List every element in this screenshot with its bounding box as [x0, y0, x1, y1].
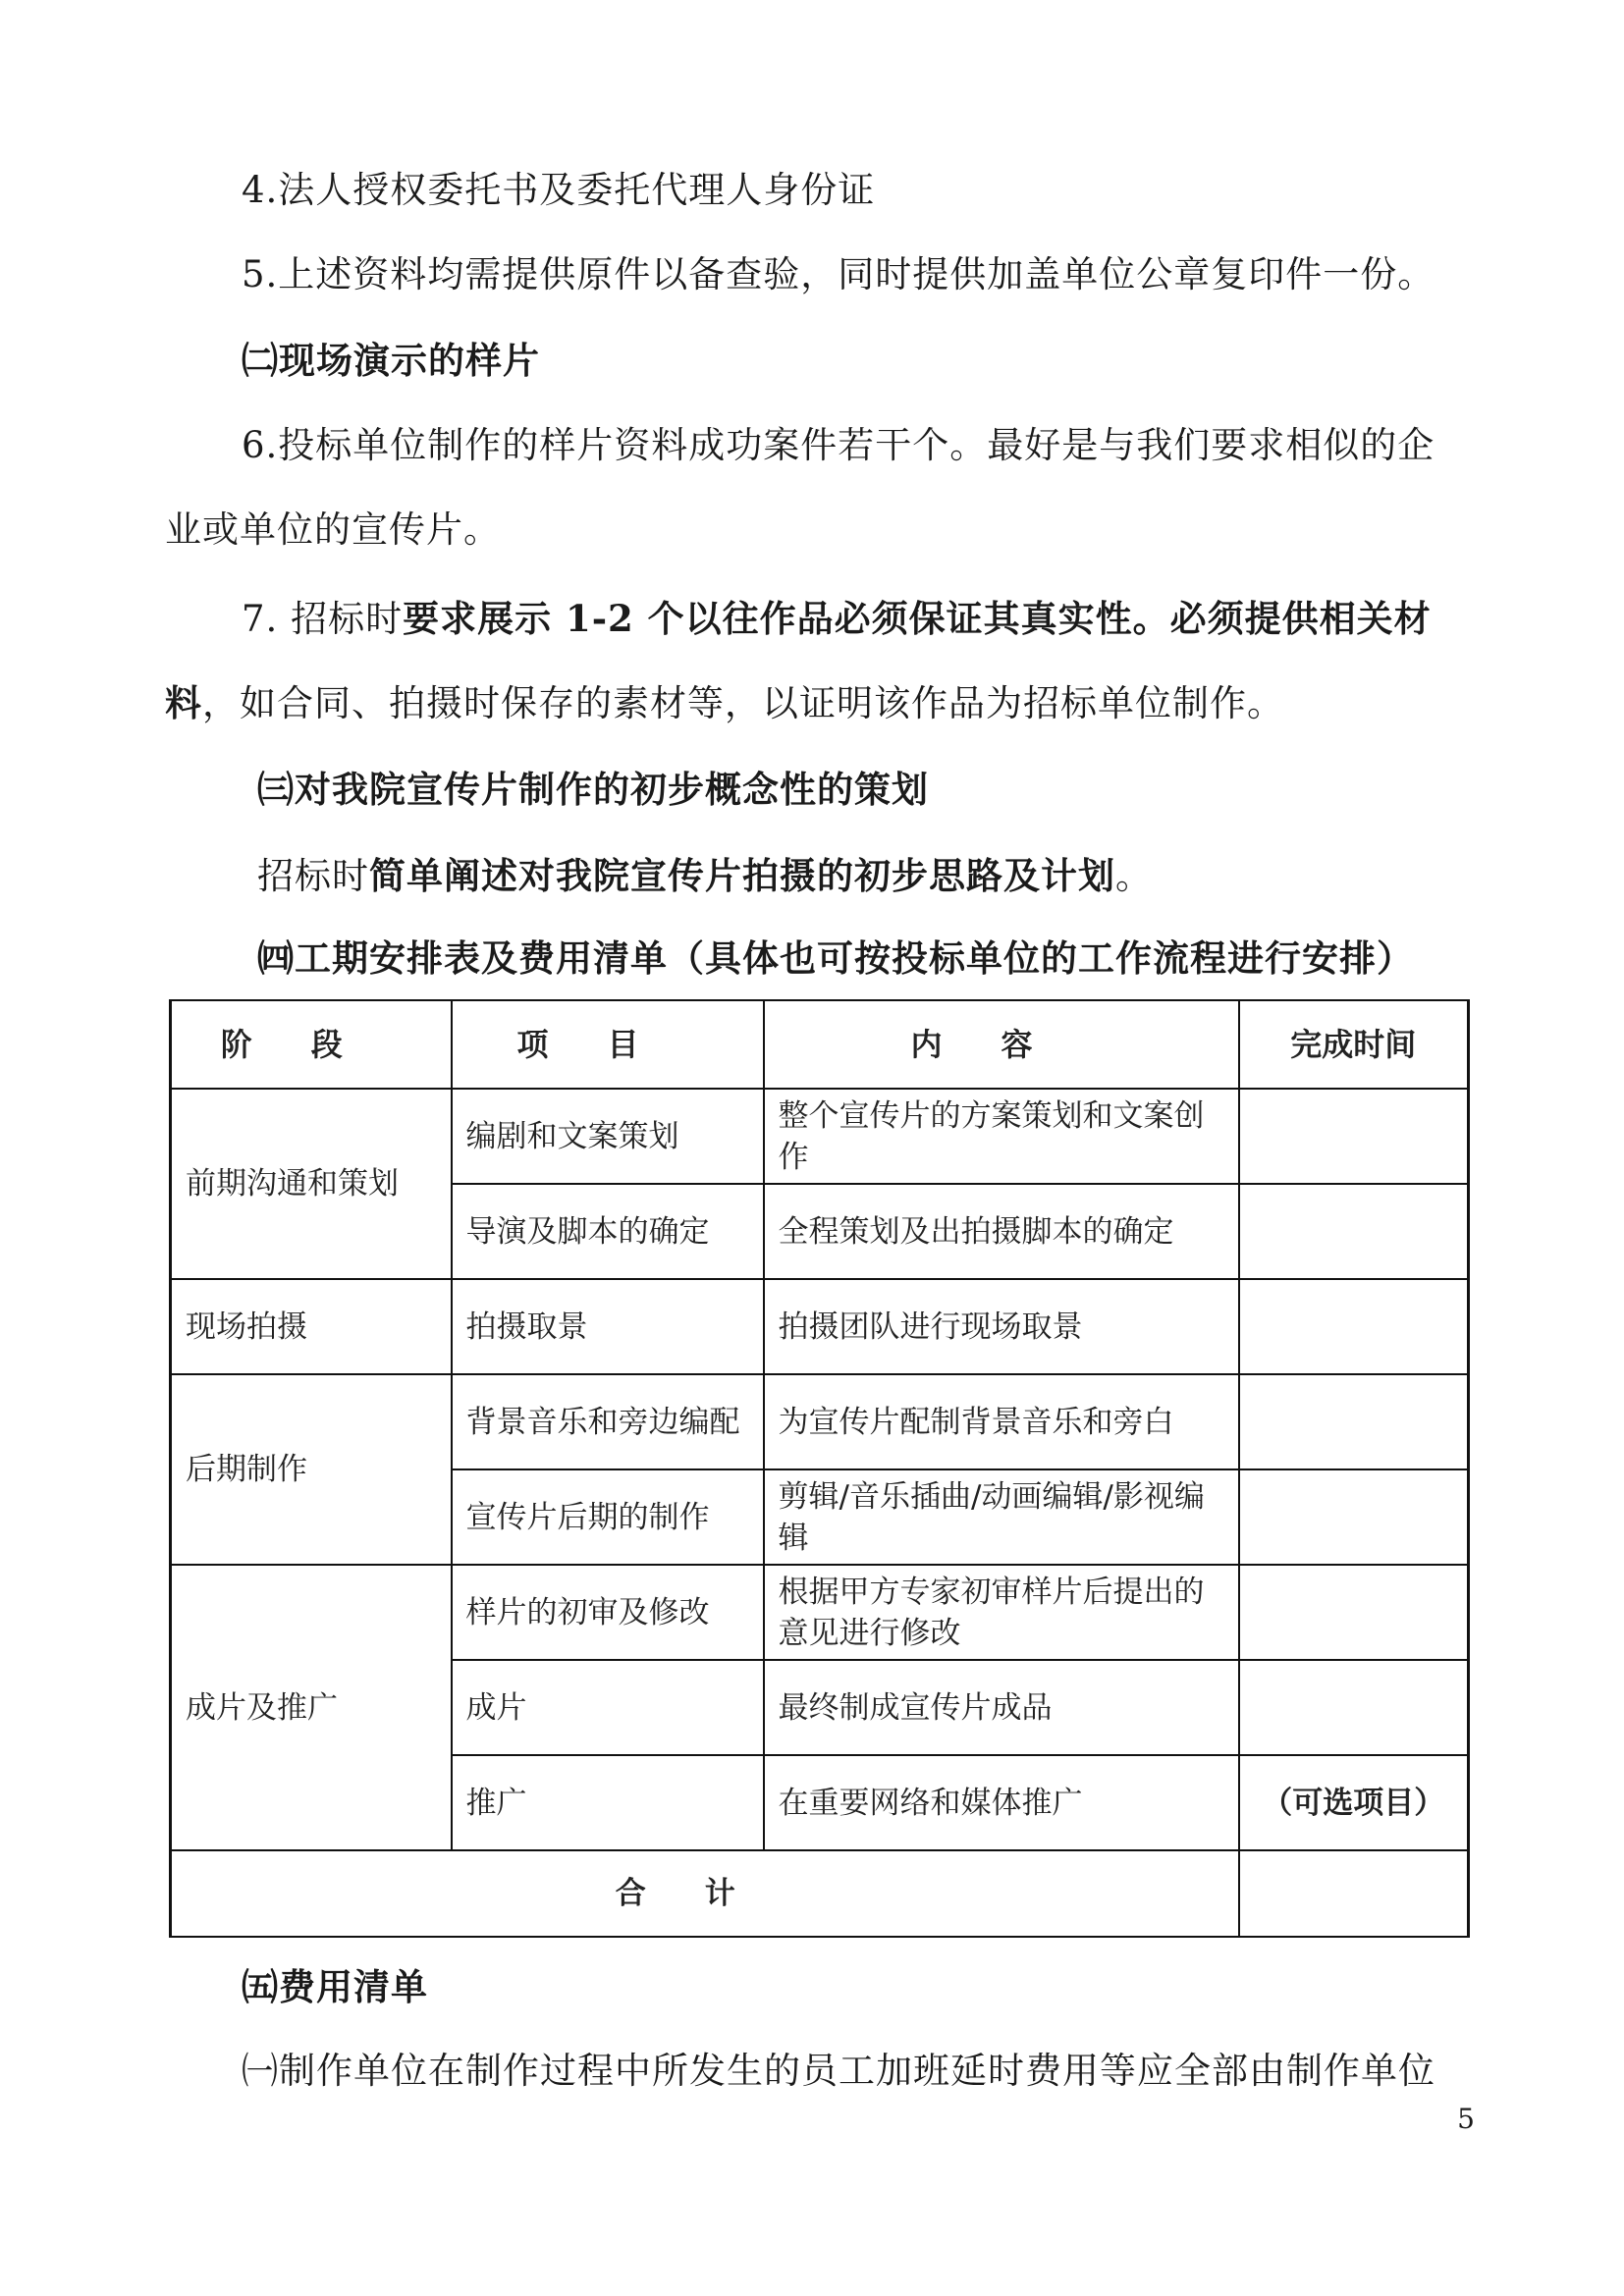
- paragraph-item-4: 4.法人授权委托书及委托代理人身份证: [242, 169, 876, 211]
- time-cell: [1239, 1660, 1469, 1755]
- stage-cell: 现场拍摄: [171, 1279, 452, 1374]
- header-stage: 阶段: [171, 1000, 452, 1089]
- stage-cell: 前期沟通和策划: [171, 1089, 452, 1279]
- time-cell: [1239, 1279, 1469, 1374]
- content-cell: 全程策划及出拍摄脚本的确定: [764, 1184, 1239, 1279]
- content-cell: 整个宣传片的方案策划和文案创作: [764, 1089, 1239, 1184]
- table-row: [171, 1279, 1469, 1374]
- paragraph-item-6-line-1: 6.投标单位制作的样片资料成功案件若干个。最好是与我们要求相似的企: [242, 424, 1435, 466]
- table-row: [171, 1374, 1469, 1469]
- header-content: 内容: [764, 1000, 1239, 1089]
- table-row: [171, 1565, 1469, 1660]
- paragraph-cost-1: ㈠制作单位在制作过程中所发生的员工加班延时费用等应全部由制作单位: [242, 2050, 1435, 2092]
- header-item: 项目: [452, 1000, 764, 1089]
- time-cell: [1239, 1565, 1469, 1660]
- table-header-row: [171, 1000, 1469, 1089]
- table-total-row: [171, 1850, 1469, 1937]
- time-cell: （可选项目）: [1239, 1755, 1469, 1850]
- content-cell: 剪辑/音乐插曲/动画编辑/影视编辑: [764, 1469, 1239, 1565]
- total-label: 合计: [171, 1850, 1239, 1937]
- item-cell: 背景音乐和旁边编配: [452, 1374, 764, 1469]
- stage-cell: 成片及推广: [171, 1565, 452, 1850]
- paragraph-item-7-line-2: [165, 679, 1471, 727]
- item-cell: 编剧和文案策划: [452, 1089, 764, 1184]
- page-number: 5: [1457, 2103, 1475, 2135]
- paragraph-item-7-plain: 7. 招标时: [242, 598, 404, 640]
- time-cell: [1239, 1374, 1469, 1469]
- heading-section-3: ㈢对我院宣传片制作的初步概念性的策划: [257, 768, 929, 811]
- paragraph-item-6-line-2: 业或单位的宣传片。: [165, 508, 501, 551]
- time-cell: [1239, 1089, 1469, 1184]
- item-cell: 宣传片后期的制作: [452, 1469, 764, 1565]
- paragraph-item-8-plain: 招标时: [257, 855, 369, 897]
- heading-section-4: ㈣工期安排表及费用清单（具体也可按投标单位的工作流程进行安排）: [257, 936, 1414, 980]
- item-cell: 成片: [452, 1660, 764, 1755]
- paragraph-item-7-plain-2: ，如合同、拍摄时保存的素材等，以证明该作品为招标单位制作。: [202, 682, 1284, 724]
- item-cell: 导演及脚本的确定: [452, 1184, 764, 1279]
- header-time: 完成时间: [1239, 1000, 1469, 1089]
- content-cell: 在重要网络和媒体推广: [764, 1755, 1239, 1850]
- total-value: [1239, 1850, 1469, 1937]
- content-cell: 根据甲方专家初审样片后提出的意见进行修改: [764, 1565, 1239, 1660]
- paragraph-item-7-line-1: [242, 595, 1547, 643]
- content-cell: 拍摄团队进行现场取景: [764, 1279, 1239, 1374]
- schedule-table: [169, 999, 1470, 1938]
- table-row: [171, 1089, 1469, 1184]
- paragraph-item-8-end: 。: [1115, 855, 1153, 897]
- paragraph-item-8: [257, 852, 1563, 900]
- heading-section-2: ㈡现场演示的样片: [242, 339, 540, 382]
- time-cell: [1239, 1469, 1469, 1565]
- time-cell: [1239, 1184, 1469, 1279]
- content-cell: 最终制成宣传片成品: [764, 1660, 1239, 1755]
- paragraph-item-5: 5.上述资料均需提供原件以备查验，同时提供加盖单位公章复印件一份。: [242, 253, 1435, 295]
- stage-cell: 后期制作: [171, 1374, 452, 1565]
- content-cell: 为宣传片配制背景音乐和旁白: [764, 1374, 1239, 1469]
- paragraph-item-8-bold: 简单阐述对我院宣传片拍摄的初步思路及计划: [369, 854, 1115, 897]
- paragraph-item-7-bold: 要求展示 1-2 个以往作品必须保证其真实性。必须提供相关材: [403, 597, 1432, 640]
- item-cell: 拍摄取景: [452, 1279, 764, 1374]
- item-cell: 样片的初审及修改: [452, 1565, 764, 1660]
- item-cell: 推广: [452, 1755, 764, 1850]
- paragraph-item-7-bold-2: 料: [165, 681, 202, 724]
- heading-section-5: ㈤费用清单: [242, 1965, 428, 2008]
